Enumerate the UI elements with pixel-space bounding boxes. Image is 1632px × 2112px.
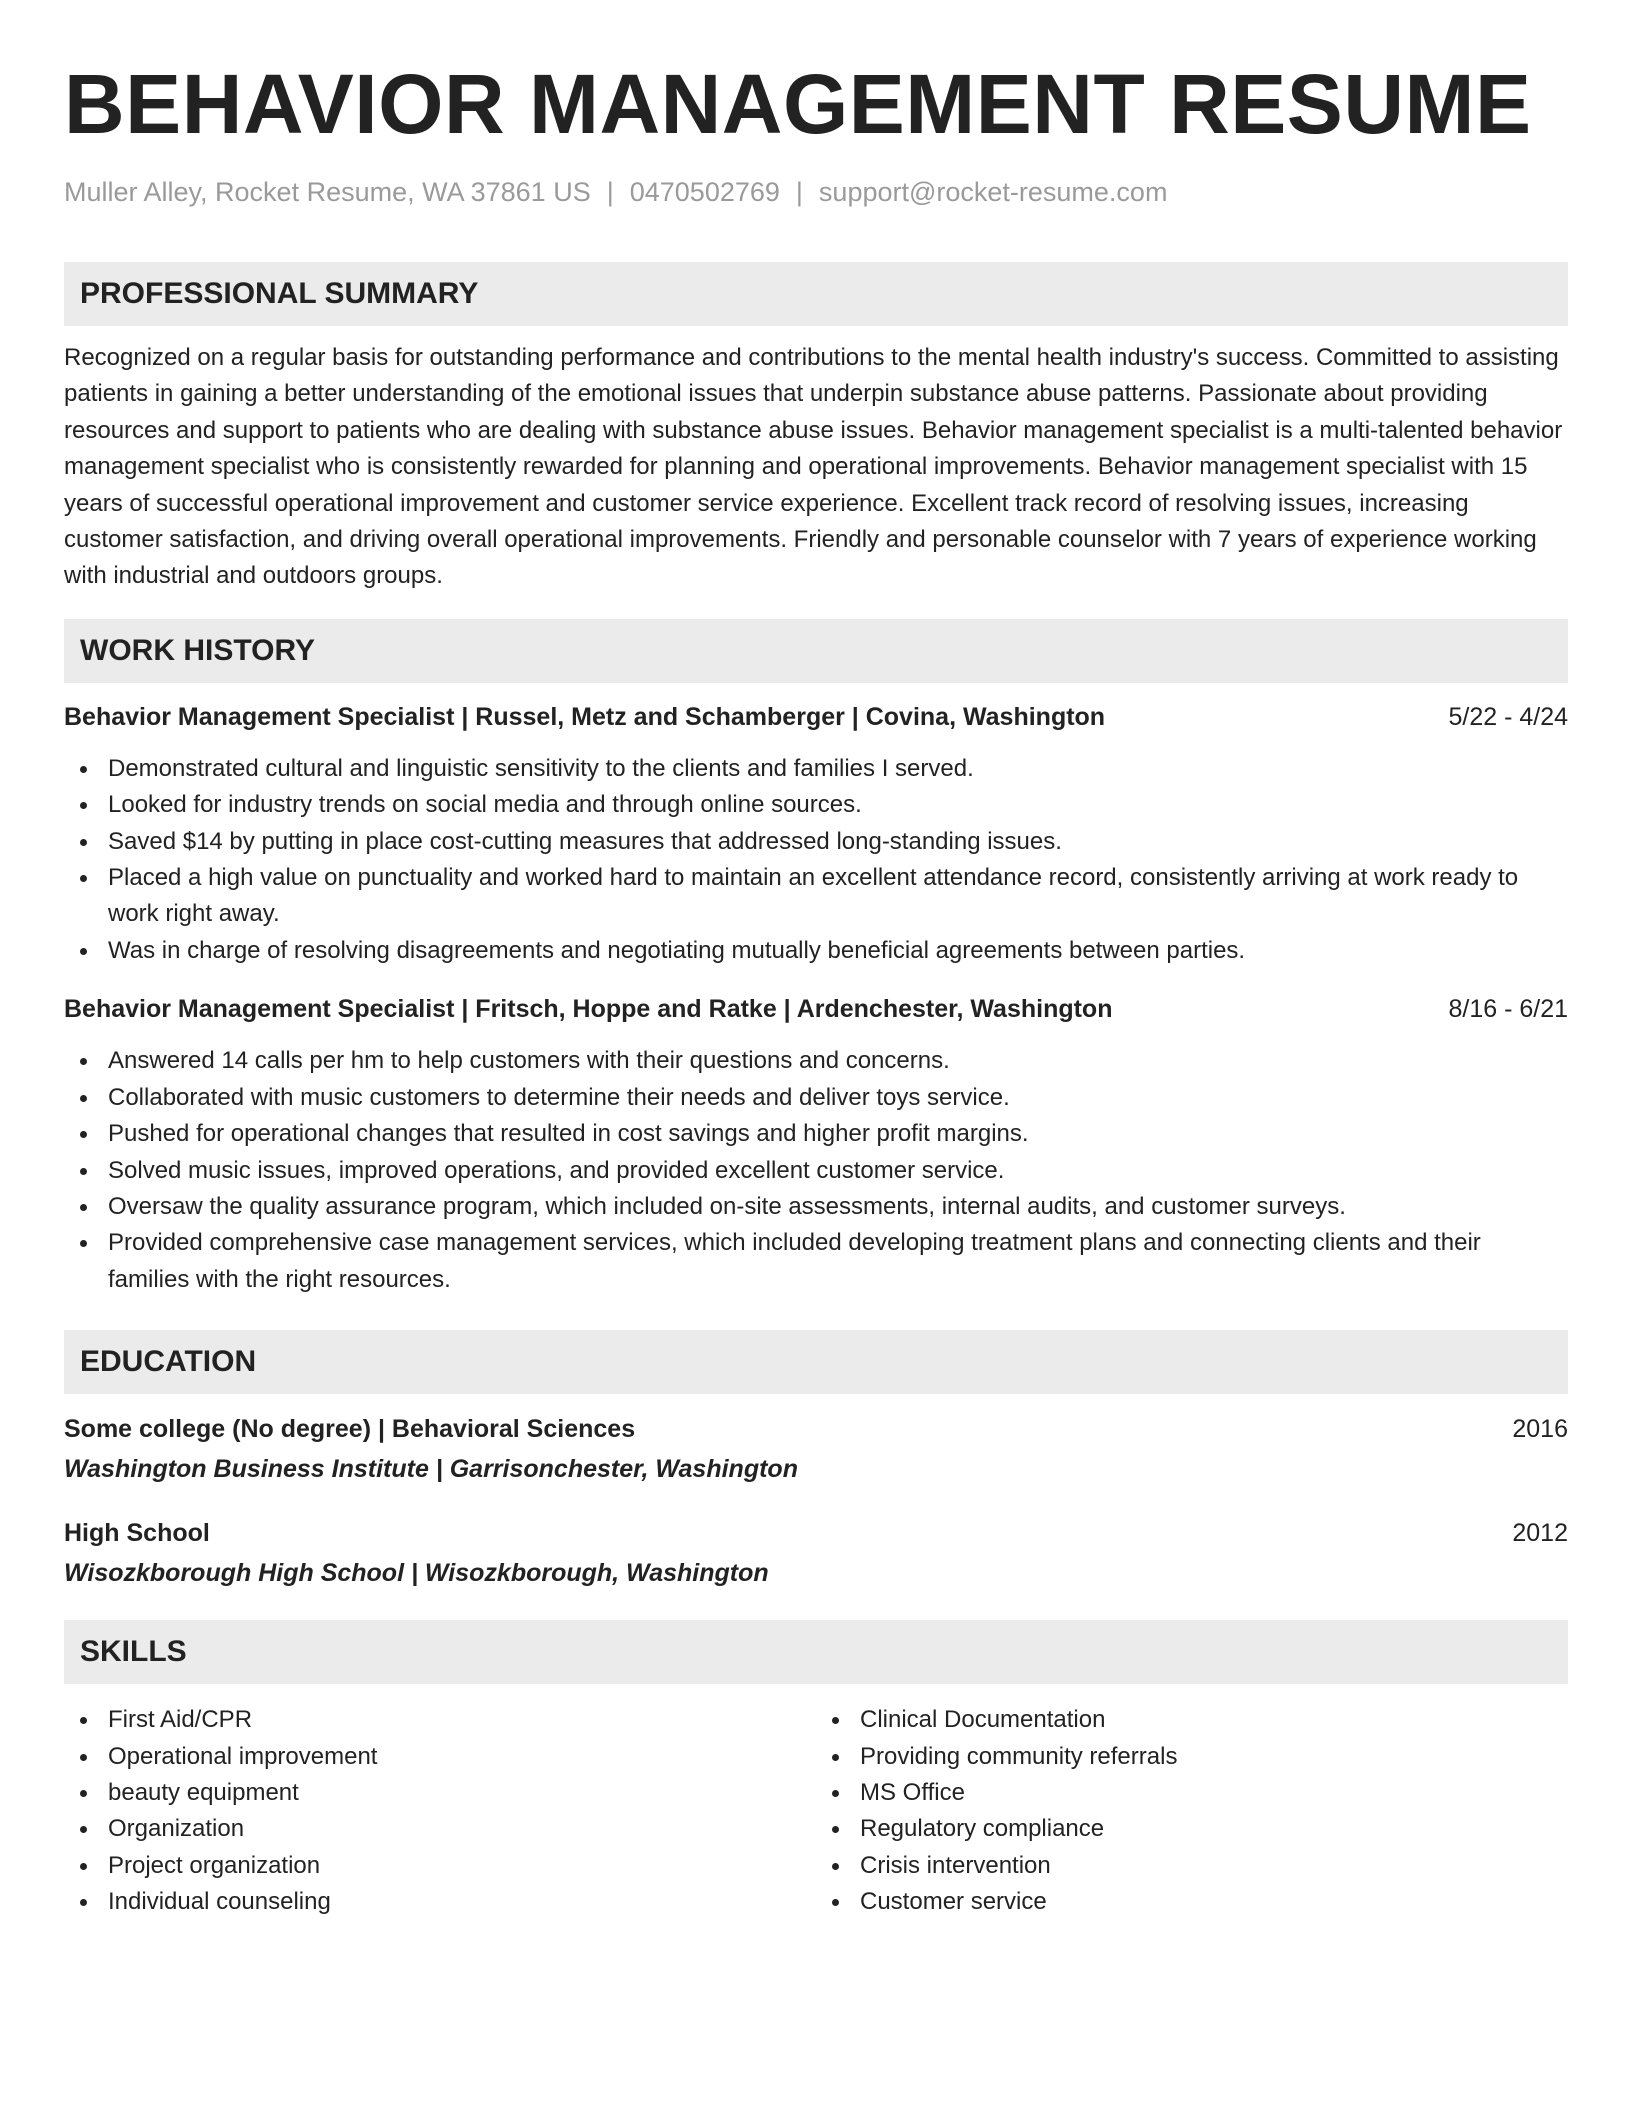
education-degree: Some college (No degree) | Behavioral Sciences [64,1415,636,1444]
contact-phone: 0470502769 [629,177,780,207]
skill-item: Organization [64,1811,816,1847]
job-bullet: Provided comprehensive case management services, which included developing treatment plans and connecting clients and their families with the right resources. [64,1225,1568,1298]
education-year: 2016 [1512,1415,1568,1444]
education-school: Wisozkborough High School | Wisozkborough, Washington [64,1559,769,1588]
job-entry [64,993,1568,1298]
job-bullet: Placed a high value on punctuality and worked hard to maintain an excellent attendance record, consistently arriving at work ready to work right away. [64,860,1568,933]
education-entry [64,1412,1568,1488]
skill-item: beauty equipment [64,1775,816,1811]
contact-email: support@rocket-resume.com [818,177,1168,207]
job-bullets [64,751,1568,969]
section-header-education: EDUCATION [64,1330,1568,1394]
skill-item: First Aid/CPR [64,1702,816,1738]
job-bullets [64,1043,1568,1298]
skill-item: Customer service [816,1884,1568,1920]
contact-separator: | [606,177,614,207]
skills-column-right [816,1702,1568,1920]
job-header [64,701,1568,733]
summary-text: Recognized on a regular basis for outstanding performance and contributions to the mental health industry's success. Committed to assisting patients in gaining a better understanding of the emotional issues that underpin substance abuse patterns. Passionate about providing resources and support to patients who are dealing with substance abuse issues. Behavior management specialist is a multi-talented behavior management specialist who is consistently rewarded for planning and operational improvements. Behavior management specialist with 15 years of successful operational improvement and customer service experience. Excellent track record of resolving issues, increasing customer satisfaction, and driving overall operational improvements. Friendly and personable counselor with 7 years of experience working with industrial and outdoors groups. [64,344,1563,590]
education-entry [64,1516,1568,1592]
job-dates: 8/16 - 6/21 [1448,995,1568,1024]
skill-item: Clinical Documentation [816,1702,1568,1738]
job-bullet: Collaborated with music customers to determine their needs and deliver toys service. [64,1080,1568,1116]
contact-line [64,174,1568,210]
contact-separator: | [795,177,803,207]
job-header [64,993,1568,1025]
skill-item: Providing community referrals [816,1739,1568,1775]
skill-item: Project organization [64,1848,816,1884]
education-header [64,1516,1568,1550]
job-bullet: Oversaw the quality assurance program, which included on-site assessments, internal audits, and customer surveys. [64,1189,1568,1225]
job-bullet: Looked for industry trends on social media and through online sources. [64,787,1568,823]
resume-title: BEHAVIOR MANAGEMENT RESUME [64,57,1532,151]
job-bullet: Demonstrated cultural and linguistic sensitivity to the clients and families I served. [64,751,1568,787]
section-header-summary: PROFESSIONAL SUMMARY [64,262,1568,326]
skills-grid [64,1702,1568,1920]
contact-address: Muller Alley, Rocket Resume, WA 37861 US [64,177,591,207]
skill-item: Individual counseling [64,1884,816,1920]
job-bullet: Was in charge of resolving disagreements and negotiating mutually beneficial agreements between parties. [64,933,1568,969]
skill-item: Operational improvement [64,1739,816,1775]
job-title: Behavior Management Specialist | Russel, Metz and Schamberger | Covina, Washington [64,702,1106,731]
skill-item: MS Office [816,1775,1568,1811]
education-school: Washington Business Institute | Garrisonchester, Washington [64,1455,798,1484]
education-header [64,1412,1568,1446]
skills-column-left [64,1702,816,1920]
job-bullet: Solved music issues, improved operations, and provided excellent customer service. [64,1153,1568,1189]
education-year: 2012 [1512,1519,1568,1548]
job-entry [64,701,1568,969]
section-header-work-history: WORK HISTORY [64,619,1568,683]
skill-item: Crisis intervention [816,1848,1568,1884]
job-bullet: Pushed for operational changes that resulted in cost savings and higher profit margins. [64,1116,1568,1152]
section-header-skills: SKILLS [64,1620,1568,1684]
job-dates: 5/22 - 4/24 [1448,702,1568,731]
job-bullet: Saved $14 by putting in place cost-cutting measures that addressed long-standing issues. [64,824,1568,860]
job-title: Behavior Management Specialist | Fritsch, Hoppe and Ratke | Ardenchester, Washington [64,995,1113,1024]
skill-item: Regulatory compliance [816,1811,1568,1847]
job-bullet: Answered 14 calls per hm to help customers with their questions and concerns. [64,1043,1568,1079]
education-degree: High School [64,1519,210,1548]
